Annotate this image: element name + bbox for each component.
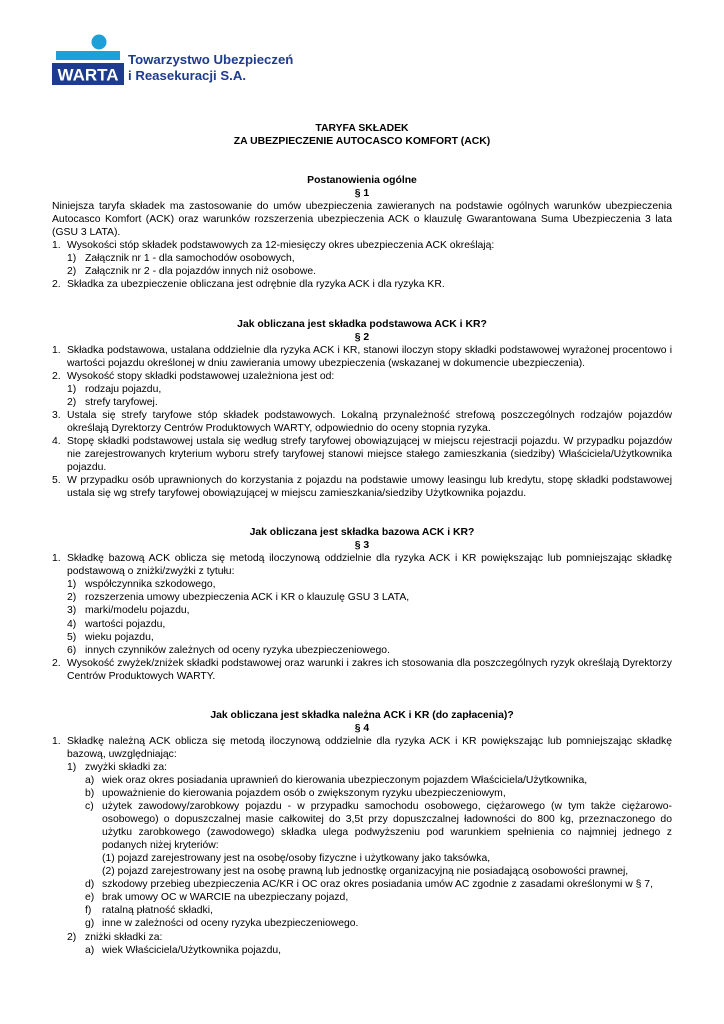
list-item: 1. Składkę bazową ACK oblicza się metodą iloczynową oddzielnie dla ryzyka ACK i KR powiększając lub pomniejszając składkę podstawową o zniżki/zwyżki z tytułu: bbox=[52, 553, 672, 578]
company-name bbox=[128, 52, 293, 83]
warta-logo bbox=[52, 33, 124, 89]
list-item: 2. Składka za ubezpieczenie obliczana jest odrębnie dla ryzyka ACK i dla ryzyka KR. bbox=[52, 279, 445, 291]
list-item: 5. W przypadku osób uprawnionych do korzystania z pojazdu na podstawie umowy leasingu lub kredytu, stopę składki podstawowej ustala się wg strefy taryfowej obowiązującej w miejscu zamieszkania/siedziby Użytkownika pojazdu. bbox=[52, 475, 672, 500]
section-heading: Jak obliczana jest składka należna ACK i KR (do zapłacenia)? bbox=[210, 709, 514, 721]
paragraph-number: § 2 bbox=[354, 331, 370, 343]
list-item: 3. Ustala się strefy taryfowe stóp składek podstawowych. Lokalną przynależność strefową poszczególnych rodzajów pojazdów określają Dyrektorzy Centrów Produktowych WARTY, odpowiednio do oceny stopnia ryzyka. bbox=[52, 409, 672, 434]
list-item: g) inne w zależności od oceny ryzyka ubezpieczeniowego. bbox=[85, 918, 359, 930]
paragraph-number: § 4 bbox=[354, 722, 370, 734]
list-item: 1) Załącznik nr 1 - dla samochodów osobowych, bbox=[67, 253, 295, 265]
list-item: 2. Wysokość stopy składki podstawowej uzależniona jest od: bbox=[52, 370, 335, 382]
list-item: 2) zniżki składki za: bbox=[67, 931, 163, 943]
section-heading: Postanowienia ogólne bbox=[307, 175, 417, 187]
list-item: e) brak umowy OC w WARCIE na ubezpieczany pojazd, bbox=[85, 892, 349, 904]
list-item: 2) Załącznik nr 2 - dla pojazdów innych niż osobowe. bbox=[67, 266, 317, 278]
list-item: f) ratalną płatność składki, bbox=[85, 905, 213, 917]
company-header bbox=[52, 33, 312, 93]
list-item: 2) strefy taryfowej. bbox=[67, 396, 158, 408]
list-item: 1. Składkę należną ACK oblicza się metodą iloczynową oddzielnie dla ryzyka ACK i KR powiększając lub pomniejszając składkę bazową, uwzględniając: bbox=[52, 735, 672, 760]
list-item: c) użytek zawodowy/zarobkowy pojazdu - w przypadku samochodu osobowego, ciężarowego (w tym także ciężarowo-osobowego) o dopuszczalnej masie całkowitej do 3,5t przy dopuszczalnej ładowności do 800 kg, przeznaczonego do użytku zarobkowego (zawodowego) składka ulega podwyższeniu pod warunkiem spełnienia co najmniej jednego z podanych niżej kryteriów: bbox=[85, 801, 672, 852]
list-item: 1) rodzaju pojazdu, bbox=[67, 383, 162, 395]
section-heading: Jak obliczana jest składka podstawowa ACK i KR? bbox=[237, 318, 487, 330]
intro-text: Niniejsza taryfa składek ma zastosowanie do umów ubezpieczenia zawieranych na podstawie ogólnych warunków ubezpieczenia Autocasco Komfort (ACK) oraz warunków rozszerzenia ubezpieczenia ACK o klauzulę Gwarantowana Suma Ubezpieczenia 3 lata (GSU 3 LATA). bbox=[52, 201, 672, 239]
paragraph-number: § 1 bbox=[354, 188, 370, 200]
list-item: 4. Stopę składki podstawowej ustala się według strefy taryfowej obowiązującej w miejscu rejestracji pojazdu. W przypadku pojazdów nie zarejestrowanych kryterium wyboru strefy taryfowej stanowi miejsce stałego zamieszkania (siedziby) Właściciela/Użytkownika pojazdu. bbox=[52, 435, 672, 474]
logo-text: WARTA bbox=[57, 65, 119, 85]
paragraph-number: § 3 bbox=[354, 540, 370, 552]
company-line-1: Towarzystwo Ubezpieczeń bbox=[128, 52, 294, 67]
list-item: a) wiek oraz okres posiadania uprawnień do kierowania ubezpieczonym pojazdem Właściciela/Użytkownika, bbox=[85, 774, 588, 786]
list-item: 2. Wysokość zwyżek/zniżek składki podstawowej oraz warunki i zakres ich stosowania dla poszczególnych ryzyk określają Dyrektorzy Centrów Produktowych WARTY. bbox=[52, 657, 672, 682]
list-item: a) wiek Właściciela/Użytkownika pojazdu, bbox=[85, 944, 282, 956]
list-item: 1) współczynnika szkodowego, bbox=[67, 579, 216, 591]
list-item: 4) wartości pojazdu, bbox=[67, 618, 166, 630]
list-item: b) upoważnienie do kierowania pojazdem osób o zwiększonym ryzyku ubezpieczeniowym, bbox=[85, 788, 506, 800]
list-item: d) szkodowy przebieg ubezpieczenia AC/KR i OC oraz okres posiadania umów AC zgodnie z zasadami określonymi w § 7, bbox=[85, 879, 653, 891]
list-item: 5) wieku pojazdu, bbox=[67, 631, 154, 643]
list-item: 2) rozszerzenia umowy ubezpieczenia ACK i KR o klauzulę GSU 3 LATA, bbox=[67, 592, 410, 604]
list-item: 6) innych czynników zależnych od oceny ryzyka ubezpieczeniowego. bbox=[67, 644, 390, 656]
list-item: 1) zwyżki składki za: bbox=[67, 761, 167, 773]
company-line-2: i Reasekuracji S.A. bbox=[128, 67, 247, 83]
list-item: 1. Składka podstawowa, ustalana oddzielnie dla ryzyka ACK i KR, stanowi iloczyn stopy składki podstawowej wyrażonej procentowo i wartości pojazdu określonej w dniu zawierania umowy ubezpieczenia (wskazanej w dokumencie ubezpieczenia). bbox=[52, 344, 672, 369]
list-item: (2) pojazd zarejestrowany jest na osobę prawną lub jednostkę organizacyjną nie posiadającą osobowości prawnej, bbox=[102, 866, 629, 878]
list-item: 1. Wysokości stóp składek podstawowych za 12-miesięczy okres ubezpieczenia ACK określają: bbox=[52, 240, 495, 252]
list-item: (1) pojazd zarejestrowany jest na osobę/osoby fizyczne i użytkowany jako taksówka, bbox=[102, 853, 491, 865]
section-heading: Jak obliczana jest składka bazowa ACK i KR? bbox=[249, 527, 475, 539]
doc-subtitle: ZA UBEZPIECZENIE AUTOCASCO KOMFORT (ACK) bbox=[233, 136, 491, 148]
list-item: 3) marki/modelu pojazdu, bbox=[67, 605, 190, 617]
doc-title: TARYFA SKŁADEK bbox=[315, 123, 409, 134]
document-body bbox=[52, 122, 672, 957]
